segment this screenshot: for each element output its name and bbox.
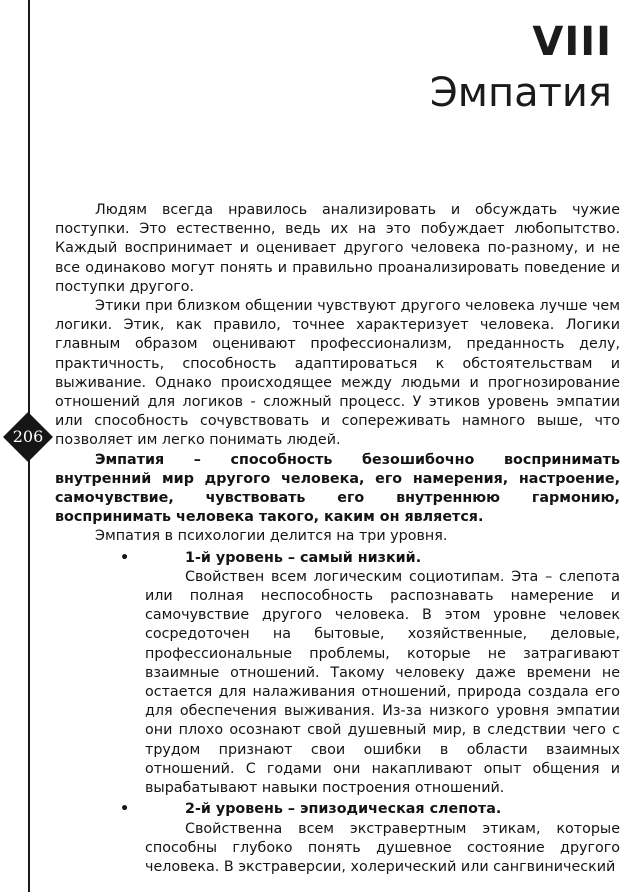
chapter-title: Эмпатия [429,70,612,116]
level-1-heading: 1-й уровень – самый низкий. [185,549,422,566]
chapter-number: VIII [532,19,612,65]
paragraph-levels-intro: Эмпатия в психологии делится на три уровня. [95,528,448,545]
page-number: 206 [12,427,44,446]
bullet-icon: • [120,549,130,566]
list-item-level-2 [55,800,620,877]
paragraph-intro: Людям всегда нравилось анализировать и обсуждать чужие поступки. Это естественно, ведь их на это побуждает любопытство. Каждый воспринимает и оценивает другого человека по-разному, и не все одинаково могут понять и правильно проанализировать поведение и поступки другого. [55,202,620,295]
level-1-text: Свойствен всем логическим социотипам. Эта – слепота или полная неспособность распознавать намерение и самочувствие другого человека. В этом уровне человек сосредоточен на бытовые, хозяйственные, деловые, профессиональные проблемы, которые не затрагивают взаимные отношений. Такому человеку даже времени не остается для налаживания отношений, природа создала его для обеспечения выживания. Из-за низкого уровня эмпатии они плохо осознают свой душевный мир, в следствии чего с трудом признают свои ошибки в области взаимных отношений. С годами они накапливают опыт общения и вырабатывают навыки построения отношений. [145,568,620,797]
paragraph-ethics-logics: Этики при близком общении чувствуют другого человека лучше чем логики. Этик, как правило, точнее характеризует человека. Логики главным образом оценивают профессионализм, преданность делу, практичность, способность адаптироваться к обстоятельствам и выживание. Однако происходящее между людьми и прогнозирование отношений для логиков - сложный процесс. У этиков уровень эмпатии или способность сочувствовать и сопереживать намного выше, что позволяет им легко понимать людей. [55,298,620,449]
level-2-heading: 2-й уровень – эпизодическая слепота. [185,801,502,818]
bullet-icon: • [120,801,130,818]
level-2-text: Свойственна всем экстравертным этикам, которые способны глубоко понять душевное состояние другого человека. В экстраверсии, холерический или сангвинический [145,820,620,875]
chapter-heading [430,16,612,118]
list-item-level-1 [55,549,620,799]
body-text [55,201,620,877]
paragraph-definition: Эмпатия – способность безошибочно воспринимать внутренний мир другого человека, его намерения, настроение, самочувствие, чувствовать его внутреннюю гармонию, воспринимать человека такого, каким он является. [55,451,620,526]
